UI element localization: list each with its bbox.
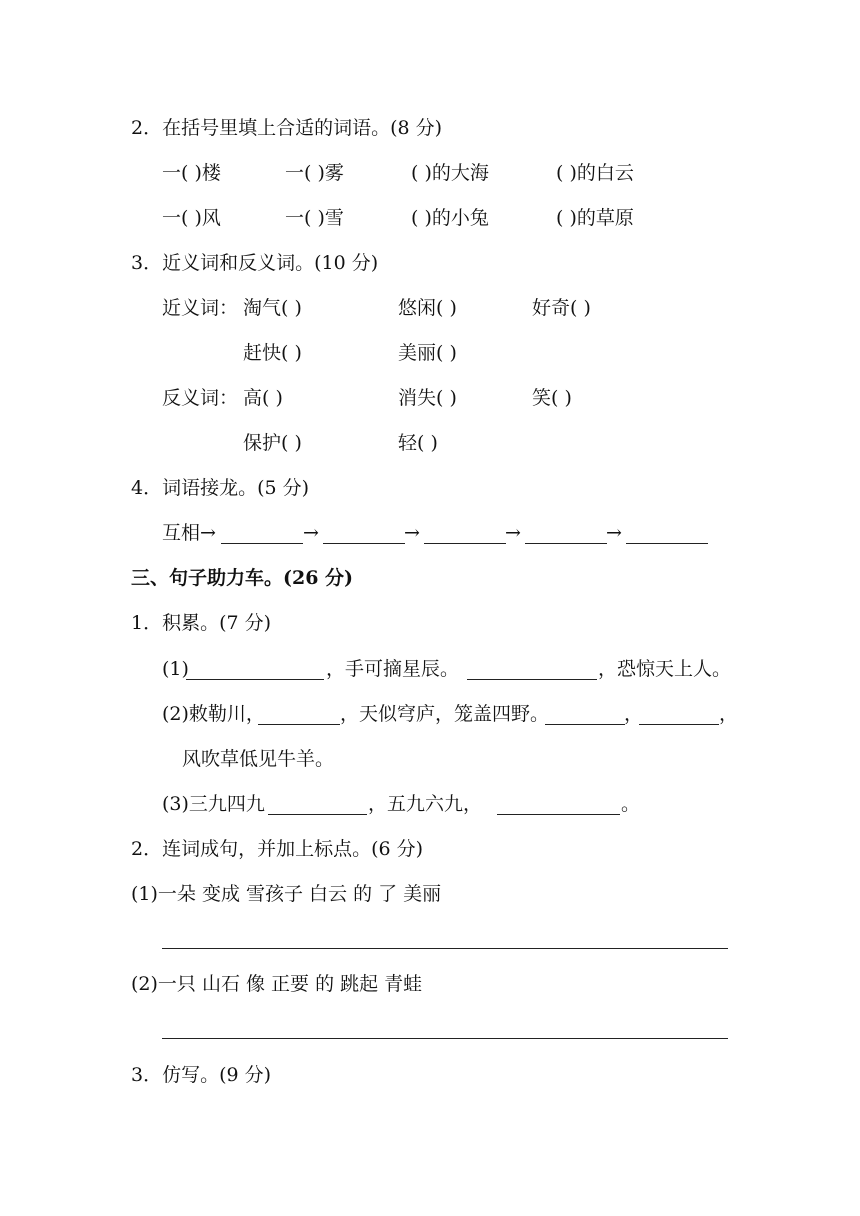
s3-q2-item1-words: (1)一朵 变成 雪孩子 白云 的 了 美丽 (131, 883, 442, 905)
s3-q1-item2-text-4: ， (719, 703, 739, 725)
antonym-item-3: 笑( ) (532, 387, 572, 409)
chain-blank-2[interactable] (323, 543, 405, 544)
s3-q1-item1-text-1: ，手可摘星辰。 (326, 658, 460, 680)
antonym-label: 反义词： (162, 387, 239, 409)
s3-q1-item3-blank-1[interactable] (268, 814, 367, 815)
synonym-item-5: 美丽( ) (398, 342, 457, 364)
q2-row1-item2: 一( )雾 (285, 162, 344, 184)
chain-arrow-3: → (404, 522, 420, 544)
q2-row1-item4: ( )的白云 (556, 162, 634, 184)
s3-q2-item1-answer-line[interactable] (162, 948, 728, 949)
s3-q2-item2-words: (2)一只 山石 像 正要 的 跳起 青蛙 (131, 973, 423, 995)
q3-title: 3．近义词和反义词。(10 分) (131, 252, 379, 274)
s3-q1-item2-text-3: ， (624, 703, 644, 725)
s3-q1-item1-text-2: ，恐惊天上人。 (598, 658, 732, 680)
chain-arrow-5: → (606, 522, 622, 544)
chain-arrow-2: → (303, 522, 319, 544)
synonym-item-2: 悠闲( ) (398, 297, 457, 319)
s3-q1-item3-text-2: ，五九六九， (368, 793, 483, 815)
s3-q1-item1-blank-1[interactable] (186, 679, 324, 680)
chain-blank-4[interactable] (525, 543, 607, 544)
s3-q1-item2-blank-1[interactable] (258, 724, 340, 725)
synonym-item-1: 淘气( ) (243, 297, 302, 319)
q4-title: 4．词语接龙。(5 分) (131, 477, 310, 499)
q2-row2-item2: 一( )雪 (285, 207, 344, 229)
s3-q3-title: 3．仿写。(9 分) (131, 1064, 272, 1086)
s3-q1-item2-text-1: (2)敕勒川， (162, 703, 265, 725)
s3-q1-item3-blank-2[interactable] (497, 814, 620, 815)
q2-row2-item3: ( )的小兔 (411, 207, 489, 229)
antonym-item-2: 消失( ) (398, 387, 457, 409)
antonym-item-5: 轻( ) (398, 432, 438, 454)
section-3-heading: 三、句子助力车。(26 分) (131, 567, 354, 589)
synonym-label: 近义词： (162, 297, 239, 319)
chain-blank-1[interactable] (221, 543, 303, 544)
s3-q2-title: 2．连词成句，并加上标点。(6 分) (131, 838, 424, 860)
chain-blank-3[interactable] (424, 543, 506, 544)
q2-row2-item4: ( )的草原 (556, 207, 634, 229)
q2-row1-item3: ( )的大海 (411, 162, 489, 184)
synonym-item-3: 好奇( ) (532, 297, 591, 319)
s3-q1-item2-text-2: ，天似穹庐，笼盖四野。 (340, 703, 550, 725)
s3-q1-item2-text-5: 风吹草低见牛羊。 (182, 748, 335, 770)
synonym-item-4: 赶快( ) (243, 342, 302, 364)
q2-title: 2．在括号里填上合适的词语。(8 分) (131, 117, 443, 139)
chain-start-word: 互相 (162, 522, 201, 544)
chain-blank-5[interactable] (626, 543, 708, 544)
chain-arrow-1: → (200, 522, 216, 544)
s3-q2-item2-answer-line[interactable] (162, 1038, 728, 1039)
s3-q1-item1-number: (1) (162, 658, 189, 680)
s3-q1-item1-blank-2[interactable] (467, 679, 597, 680)
antonym-item-4: 保护( ) (243, 432, 302, 454)
s3-q1-item2-blank-3[interactable] (639, 724, 719, 725)
antonym-item-1: 高( ) (243, 387, 283, 409)
s3-q1-title: 1．积累。(7 分) (131, 612, 272, 634)
s3-q1-item2-blank-2[interactable] (545, 724, 625, 725)
q2-row1-item1: 一( )楼 (162, 162, 221, 184)
s3-q1-item3-text-1: (3)三九四九 (162, 793, 265, 815)
s3-q1-item3-text-3: 。 (621, 793, 641, 815)
chain-arrow-4: → (505, 522, 521, 544)
q2-row2-item1: 一( )风 (162, 207, 221, 229)
